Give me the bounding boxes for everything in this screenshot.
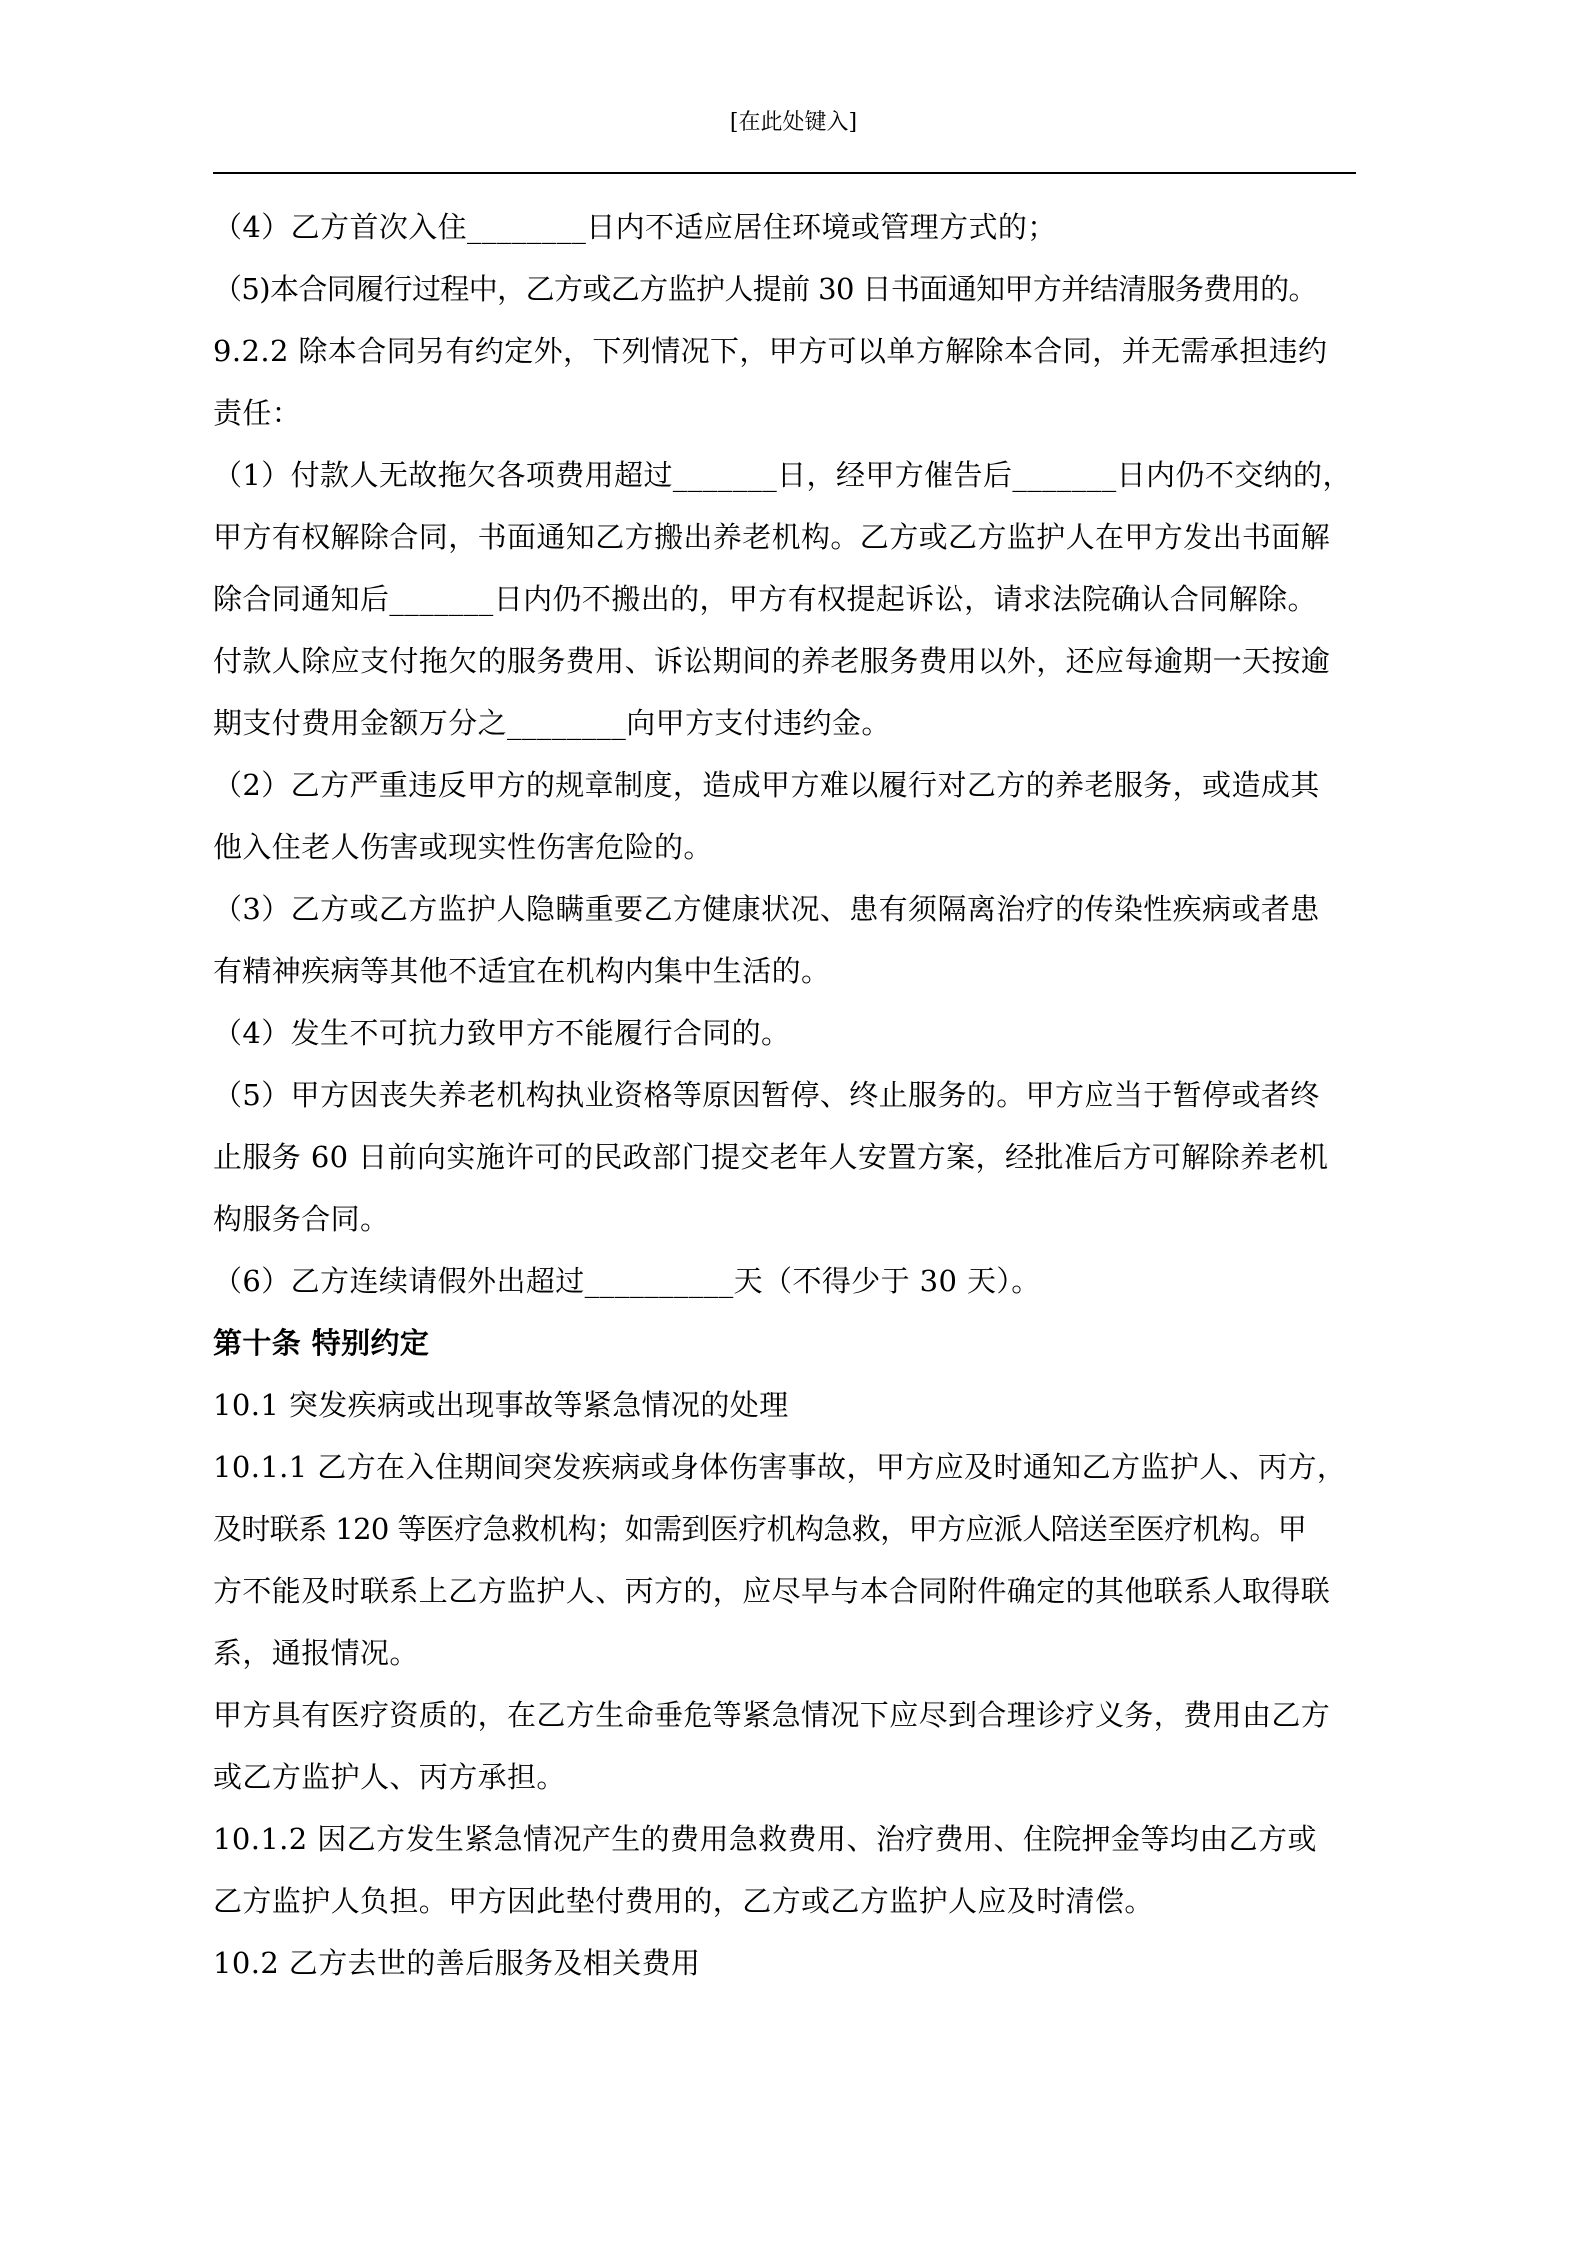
text-line: 10.2 乙方去世的善后服务及相关费用 <box>213 1946 701 1980</box>
text-line: 责任： <box>213 396 302 430</box>
text-line: 9.2.2 除本合同另有约定外，下列情况下，甲方可以单方解除本合同，并无需承担违约 <box>213 334 1328 368</box>
text-line: （2）乙方严重违反甲方的规章制度，造成甲方难以履行对乙方的养老服务，或造成其 <box>213 768 1320 802</box>
text-line: 付款人除应支付拖欠的服务费用、诉讼期间的养老服务费用以外，还应每逾期一天按逾 <box>213 644 1331 678</box>
text-line: 10.1.1 乙方在入住期间突发疾病或身体伤害事故，甲方应及时通知乙方监护人、丙方， <box>213 1450 1347 1484</box>
section-heading: 第十条 特别约定 <box>213 1326 430 1360</box>
text-line: 甲方有权解除合同，书面通知乙方搬出养老机构。乙方或乙方监护人在甲方发出书面解 <box>213 520 1331 554</box>
text-line: （4）乙方首次入住________日内不适应居住环境或管理方式的； <box>213 210 1057 244</box>
text-line: 方不能及时联系上乙方监护人、丙方的，应尽早与本合同附件确定的其他联系人取得联 <box>213 1574 1331 1608</box>
document-body <box>213 196 1413 1994</box>
text-line: 止服务 60 日前向实施许可的民政部门提交老年人安置方案，经批准后方可解除养老机 <box>213 1140 1329 1174</box>
text-line: 10.1.2 因乙方发生紧急情况产生的费用急救费用、治疗费用、住院押金等均由乙方或 <box>213 1822 1317 1856</box>
text-line: 10.1 突发疾病或出现事故等紧急情况的处理 <box>213 1388 789 1422</box>
text-line: 除合同通知后_______日内仍不搬出的，甲方有权提起诉讼，请求法院确认合同解除。 <box>213 582 1317 616</box>
page-header: [在此处键入] <box>729 110 858 135</box>
text-line: 期支付费用金额万分之________向甲方支付违约金。 <box>213 706 891 740</box>
text-line: 及时联系 120 等医疗急救机构；如需到医疗机构急救，甲方应派人陪送至医疗机构。甲 <box>213 1512 1307 1546</box>
text-line: （3）乙方或乙方监护人隐瞒重要乙方健康状况、患有须隔离治疗的传染性疾病或者患 <box>213 892 1320 926</box>
header-rule <box>213 172 1356 174</box>
text-line: 甲方具有医疗资质的，在乙方生命垂危等紧急情况下应尽到合理诊疗义务，费用由乙方 <box>213 1698 1331 1732</box>
text-line: （5）甲方因丧失养老机构执业资格等原因暂停、终止服务的。甲方应当于暂停或者终 <box>213 1078 1320 1112</box>
text-line: 或乙方监护人、丙方承担。 <box>213 1760 566 1794</box>
text-line: （1）付款人无故拖欠各项费用超过_______日，经甲方催告后_______日内仍不交纳的， <box>213 458 1352 492</box>
text-line: （6）乙方连续请假外出超过__________天（不得少于 30 天）。 <box>213 1264 1041 1298</box>
text-line: 系，通报情况。 <box>213 1636 419 1670</box>
text-line: （4）发生不可抗力致甲方不能履行合同的。 <box>213 1016 791 1050</box>
text-line: 构服务合同。 <box>213 1202 390 1236</box>
text-line: 有精神疾病等其他不适宜在机构内集中生活的。 <box>213 954 831 988</box>
text-line: 他入住老人伤害或现实性伤害危险的。 <box>213 830 713 864</box>
text-line: （5)本合同履行过程中，乙方或乙方监护人提前 30 日书面通知甲方并结清服务费用的。 <box>213 272 1317 306</box>
text-line: 乙方监护人负担。甲方因此垫付费用的，乙方或乙方监护人应及时清偿。 <box>213 1884 1154 1918</box>
